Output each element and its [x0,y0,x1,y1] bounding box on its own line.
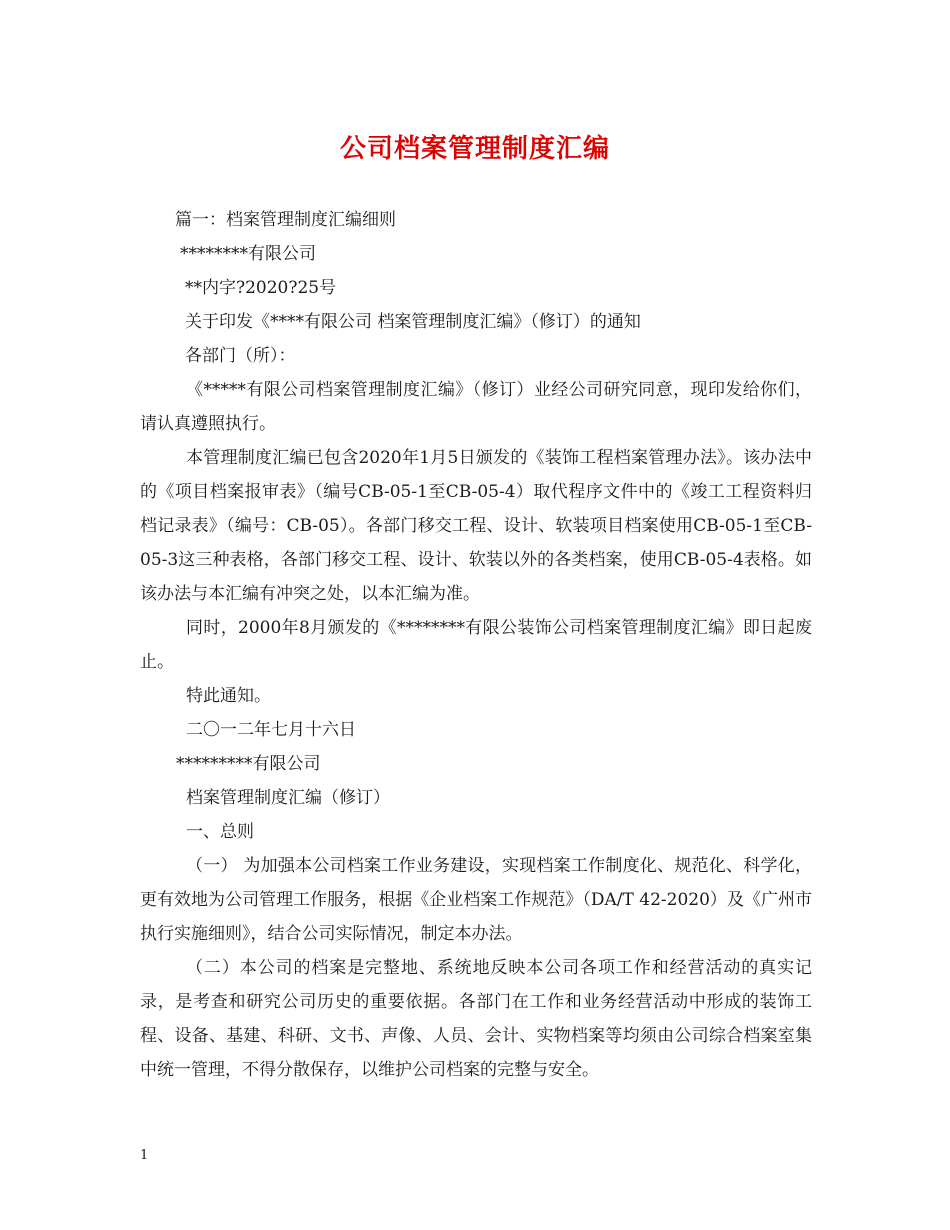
document-title: 公司档案管理制度汇编 [339,134,610,164]
company-name-line: ********有限公司 [180,244,316,264]
date-line: 二〇一二年七月十六日 [186,720,356,740]
document-number-line: **内字?2020?25号 [185,278,337,298]
document-body [140,203,812,1087]
notice-paragraph-3: 同时，2000年8月颁发的《********有限公装饰公司档案管理制度汇编》即日起废止。 [140,618,812,672]
article-paragraph-2: （二）本公司的档案是完整地、系统地反映本公司各项工作和经营活动的真实记录，是考查和研究公司历史的重要依据。各部门在工作和业务经营活动中形成的装饰工程、设备、基建、科研、文书、声像、人员、会计、实物档案等均须由公司综合档案室集中统一管理，不得分散保存，以维护公司档案的完整与安全。 [140,958,812,1080]
section-title-line: 档案管理制度汇编（修订） [186,788,390,808]
notice-paragraph-1: 《*****有限公司档案管理制度汇编》（修订）业经公司研究同意，现印发给你们，请认真遵照执行。 [140,380,812,434]
chapter-heading: 篇一：档案管理制度汇编细则 [175,210,396,230]
issuer-line: *********有限公司 [176,754,321,774]
section-heading-general: 一、总则 [186,822,254,842]
article-paragraph-1: （一） 为加强本公司档案工作业务建设，实现档案工作制度化、规范化、科学化，更有效地为公司管理工作服务，根据《企业档案工作规范》（DA/T 42-2020）及《广州市执行实施细则》，结合公司实际情况，制定本办法。 [140,856,812,944]
notice-paragraph-2: 本管理制度汇编已包含2020年1月5日颁发的《装饰工程档案管理办法》。该办法中的《项目档案报审表》（编号CB-05-1至CB-05-4）取代程序文件中的《竣工工程资料归档记录表》（编号：CB-05）。各部门移交工程、设计、软装项目档案使用CB-05-1至CB-05-3这三种表格，各部门移交工程、设计、软装以外的各类档案，使用CB-05-4表格。如该办法与本汇编有冲突之处，以本汇编为准。 [140,448,812,604]
closing-line: 特此通知。 [186,686,271,706]
page-number: 1 [140,1148,149,1163]
notice-title-line: 关于印发《****有限公司 档案管理制度汇编》（修订）的通知 [185,312,641,332]
addressee-line: 各部门（所）： [185,346,296,366]
